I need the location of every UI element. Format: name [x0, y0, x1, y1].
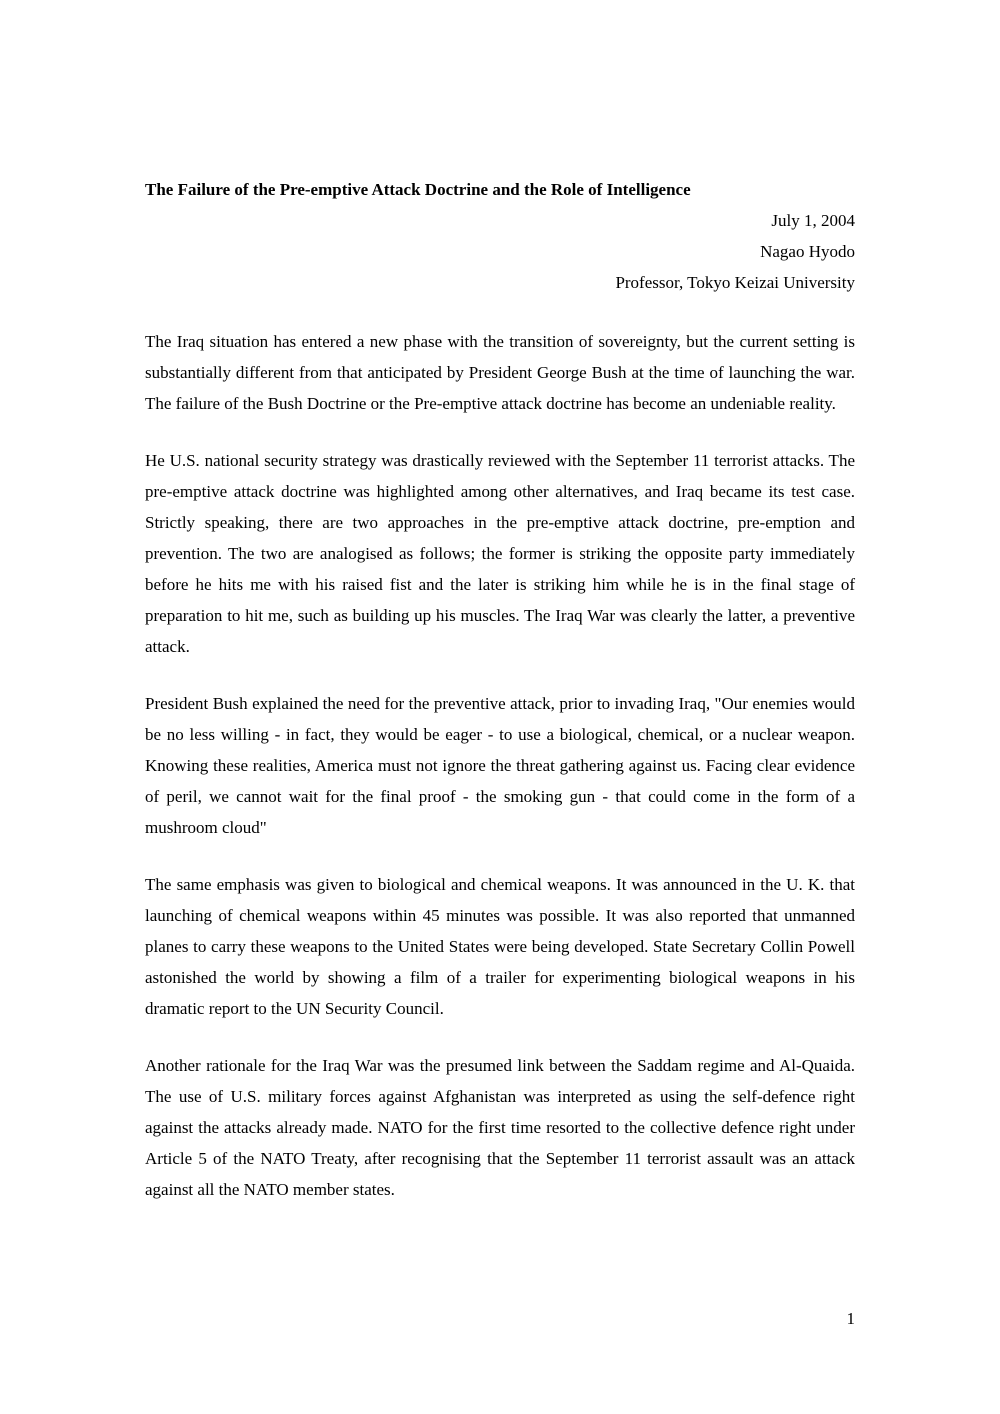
author-title-line: Professor, Tokyo Keizai University [615, 273, 855, 292]
paragraph-5: Another rationale for the Iraq War was the presumed link between the Saddam regime and Al-Quaida. The use of U.S. military forces against Afghanistan was interpreted as using the self-defence right against the attacks already made. NATO for the first time resorted to the collective defence right under Article 5 of the NATO Treaty, after recognising that the September 11 terrorist assault was an attack against all the NATO member states. [145, 1056, 855, 1199]
date-line: July 1, 2004 [771, 211, 855, 230]
byline-block [145, 205, 855, 298]
paragraph-4: The same emphasis was given to biological and chemical weapons. It was announced in the U. K. that launching of chemical weapons within 45 minutes was possible. It was also reported that unmanned planes to carry these weapons to the United States were being developed. State Secretary Collin Powell astonished the world by showing a film of a trailer for experimenting biological weapons in his dramatic report to the UN Security Council. [145, 875, 855, 1018]
page-number: 1 [846, 1309, 855, 1328]
paragraph-2: He U.S. national security strategy was drastically reviewed with the September 11 terrorist attacks. The pre-emptive attack doctrine was highlighted among other alternatives, and Iraq became its test case. Strictly speaking, there are two approaches in the pre-emptive attack doctrine, pre-emption and prevention. The two are analogised as follows; the former is striking the opposite party immediately before he hits me with his raised fist and the later is striking him while he is in the final stage of preparation to hit me, such as building up his muscles. The Iraq War was clearly the latter, a preventive attack. [145, 451, 855, 656]
document-body [145, 326, 855, 1205]
author-line: Nagao Hyodo [760, 242, 855, 261]
document-title: The Failure of the Pre-emptive Attack Doctrine and the Role of Intelligence [145, 180, 691, 199]
paragraph-1: The Iraq situation has entered a new phase with the transition of sovereignty, but the current setting is substantially different from that anticipated by President George Bush at the time of launching the war. The failure of the Bush Doctrine or the Pre-emptive attack doctrine has become an undeniable reality. [145, 332, 855, 413]
paragraph-3: President Bush explained the need for the preventive attack, prior to invading Iraq, "Our enemies would be no less willing - in fact, they would be eager - to use a biological, chemical, or a nuclear weapon. Knowing these realities, America must not ignore the threat gathering against us. Facing clear evidence of peril, we cannot wait for the final proof - the smoking gun - that could come in the form of a mushroom cloud" [145, 694, 855, 837]
